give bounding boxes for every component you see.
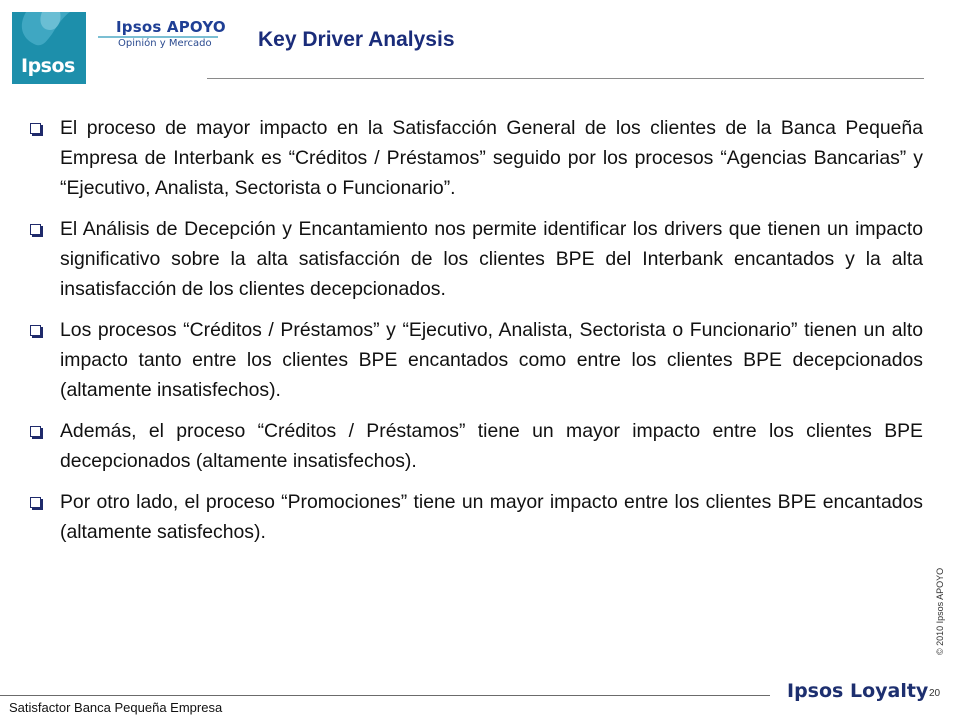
bullet-item [30,214,923,304]
bullet-list [30,113,923,558]
checkbox-bullet-icon [30,426,41,437]
checkbox-bullet-icon [30,325,41,336]
footer-divider [0,695,770,696]
page-title: Key Driver Analysis [258,28,455,51]
checkbox-bullet-icon [30,497,41,508]
bullet-text: Los procesos “Créditos / Préstamos” y “Ejecutivo, Analista, Sectorista o Funcionario” tienen un alto impacto tanto entre los clientes BPE encantados como entre los clientes BPE decepcionados (altamente insatisfechos). [60,319,923,401]
checkbox-bullet-icon [30,224,41,235]
bullet-item [30,416,923,476]
page-number: 20 [929,688,941,699]
copyright-note: © 2010 Ipsos APOYO [935,567,945,655]
title-divider [207,78,924,79]
footer-label: Satisfactor Banca Pequeña Empresa [9,700,223,715]
bullet-text: Por otro lado, el proceso “Promociones” tiene un mayor impacto entre los clientes BPE encantados (altamente satisfechos). [60,491,923,543]
ipsos-logo [12,12,86,84]
brand-name: Ipsos APOYO [116,18,226,36]
bullet-text: Además, el proceso “Créditos / Préstamos” tiene un mayor impacto entre los clientes BPE decepcionados (altamente insatisfechos). [60,420,923,472]
logo-square [12,12,86,84]
bullet-text: El Análisis de Decepción y Encantamiento nos permite identificar los drivers que tienen un impacto significativo sobre la alta satisfacción de los clientes BPE del Interbank encantados y la alta insatisfacción de los clientes decepcionados. [60,218,923,300]
ipsos-loyalty-logo: Ipsos Loyalty [787,680,929,702]
bullet-item [30,315,923,405]
logo-text: Ipsos [21,55,75,77]
checkbox-bullet-icon [30,123,41,134]
bullet-item [30,487,923,547]
bullet-text: El proceso de mayor impacto en la Satisfacción General de los clientes de la Banca Pequeña Empresa de Interbank es “Créditos / Préstamos” seguido por los procesos “Agencias Bancarias” y “Ejecutivo, Analista, Sectorista o Funcionario”. [60,117,923,199]
bullet-item [30,113,923,203]
brand-subtitle: Opinión y Mercado [118,38,212,49]
